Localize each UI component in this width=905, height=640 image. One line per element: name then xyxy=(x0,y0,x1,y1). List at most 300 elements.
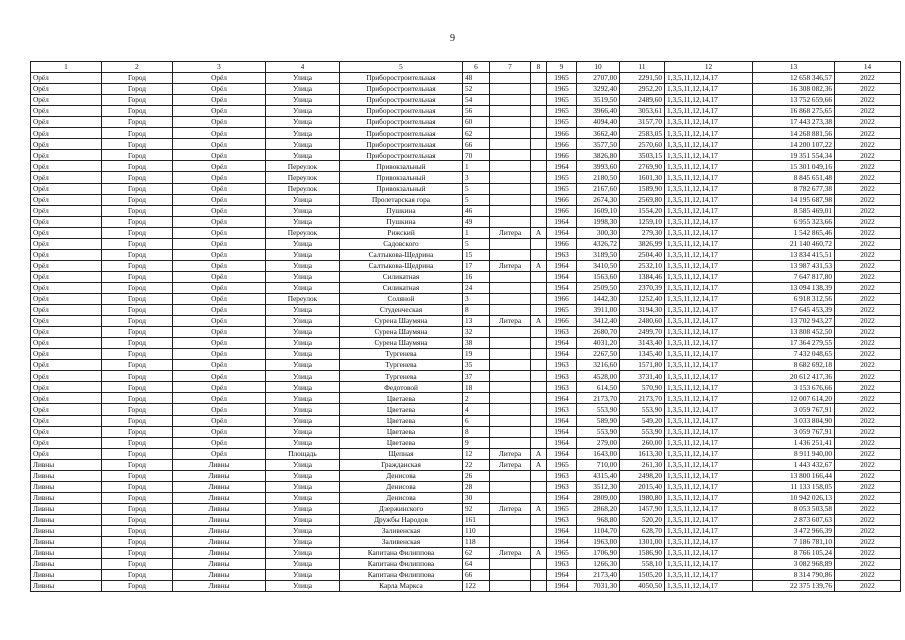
cell-settlement: Орёл xyxy=(173,437,266,448)
cell-build-year: 1965 xyxy=(547,548,577,559)
cell-total-area: 3826,80 xyxy=(577,150,620,161)
cell-building-type xyxy=(490,327,531,338)
cell-settlement-type: Город xyxy=(102,537,173,548)
cell-house-number: 9 xyxy=(463,437,490,448)
cell-settlement-type: Город xyxy=(102,271,173,282)
cell-settlement: Орёл xyxy=(173,282,266,293)
cell-residential-area: 2570,60 xyxy=(620,139,665,150)
cell-municipality: Орёл xyxy=(31,437,102,448)
cell-house-number: 17 xyxy=(463,260,490,271)
cell-work-types: 1,3,5,11,12,14,17 xyxy=(665,581,753,592)
cell-street-name: Заливенская xyxy=(340,525,463,536)
cell-total-area: 2173,40 xyxy=(577,570,620,581)
cell-residential-area: 3194,30 xyxy=(620,305,665,316)
cell-settlement: Орёл xyxy=(173,404,266,415)
cell-work-types: 1,3,5,11,12,14,17 xyxy=(665,216,753,227)
cell-work-types: 1,3,5,11,12,14,17 xyxy=(665,194,753,205)
cell-repair-cost: 19 351 554,34 xyxy=(753,150,835,161)
cell-settlement-type: Город xyxy=(102,216,173,227)
cell-building-letter xyxy=(531,238,547,249)
cell-street-type: Улица xyxy=(266,371,340,382)
cell-street-type: Улица xyxy=(266,525,340,536)
cell-repair-year: 2022 xyxy=(835,503,901,514)
cell-residential-area: 1259,10 xyxy=(620,216,665,227)
cell-settlement-type: Город xyxy=(102,117,173,128)
cell-house-number: 62 xyxy=(463,548,490,559)
cell-building-letter xyxy=(531,393,547,404)
cell-residential-area: 520,20 xyxy=(620,514,665,525)
cell-total-area: 2707,00 xyxy=(577,73,620,84)
table-row xyxy=(31,559,901,570)
cell-house-number: 62 xyxy=(463,128,490,139)
cell-street-type: Улица xyxy=(266,393,340,404)
cell-building-type xyxy=(490,349,531,360)
cell-settlement: Орёл xyxy=(173,227,266,238)
cell-house-number: 15 xyxy=(463,249,490,260)
cell-settlement-type: Город xyxy=(102,161,173,172)
cell-municipality: Ливны xyxy=(31,570,102,581)
cell-residential-area: 3731,40 xyxy=(620,371,665,382)
cell-residential-area: 2504,40 xyxy=(620,249,665,260)
cell-street-name: Сурена Шаумяна xyxy=(340,327,463,338)
cell-house-number: 4 xyxy=(463,404,490,415)
cell-work-types: 1,3,5,11,12,14,17 xyxy=(665,139,753,150)
cell-building-letter xyxy=(531,95,547,106)
column-header: 5 xyxy=(340,62,463,73)
cell-total-area: 589,90 xyxy=(577,415,620,426)
cell-building-type xyxy=(490,205,531,216)
cell-build-year: 1963 xyxy=(547,249,577,260)
cell-build-year: 1964 xyxy=(547,426,577,437)
cell-residential-area: 2480,60 xyxy=(620,316,665,327)
cell-build-year: 1964 xyxy=(547,227,577,238)
cell-street-name: Привокзальный xyxy=(340,183,463,194)
cell-street-name: Приборостроительная xyxy=(340,139,463,150)
cell-building-type xyxy=(490,249,531,260)
cell-repair-year: 2022 xyxy=(835,227,901,238)
cell-repair-cost: 3 059 767,91 xyxy=(753,426,835,437)
cell-work-types: 1,3,5,11,12,14,17 xyxy=(665,293,753,304)
cell-settlement-type: Город xyxy=(102,282,173,293)
cell-settlement-type: Город xyxy=(102,570,173,581)
cell-municipality: Орёл xyxy=(31,227,102,238)
cell-work-types: 1,3,5,11,12,14,17 xyxy=(665,559,753,570)
column-header: 12 xyxy=(665,62,753,73)
cell-settlement: Ливны xyxy=(173,503,266,514)
table-row xyxy=(31,172,901,183)
cell-residential-area: 261,30 xyxy=(620,459,665,470)
cell-repair-cost: 1 542 865,46 xyxy=(753,227,835,238)
cell-municipality: Ливны xyxy=(31,537,102,548)
cell-residential-area: 553,90 xyxy=(620,426,665,437)
cell-municipality: Орёл xyxy=(31,249,102,260)
cell-repair-year: 2022 xyxy=(835,514,901,525)
cell-settlement-type: Город xyxy=(102,492,173,503)
cell-repair-year: 2022 xyxy=(835,84,901,95)
housing-register-table xyxy=(30,61,901,592)
cell-settlement: Орёл xyxy=(173,161,266,172)
cell-street-type: Переулок xyxy=(266,183,340,194)
cell-settlement-type: Город xyxy=(102,525,173,536)
cell-street-type: Улица xyxy=(266,73,340,84)
cell-settlement: Ливны xyxy=(173,459,266,470)
cell-repair-year: 2022 xyxy=(835,316,901,327)
cell-repair-cost: 13 752 659,66 xyxy=(753,95,835,106)
cell-house-number: 38 xyxy=(463,338,490,349)
cell-settlement-type: Город xyxy=(102,95,173,106)
cell-work-types: 1,3,5,11,12,14,17 xyxy=(665,95,753,106)
cell-settlement: Ливны xyxy=(173,581,266,592)
cell-street-name: Тургенева xyxy=(340,360,463,371)
cell-build-year: 1963 xyxy=(547,371,577,382)
cell-build-year: 1963 xyxy=(547,404,577,415)
table-row xyxy=(31,404,901,415)
table-row xyxy=(31,305,901,316)
cell-repair-cost: 13 834 415,51 xyxy=(753,249,835,260)
cell-street-type: Улица xyxy=(266,559,340,570)
cell-work-types: 1,3,5,11,12,14,17 xyxy=(665,548,753,559)
cell-repair-cost: 8 053 503,58 xyxy=(753,503,835,514)
cell-residential-area: 2015,40 xyxy=(620,481,665,492)
cell-settlement: Орёл xyxy=(173,448,266,459)
cell-total-area: 3412,40 xyxy=(577,316,620,327)
cell-repair-year: 2022 xyxy=(835,537,901,548)
cell-street-name: Дружбы Народов xyxy=(340,514,463,525)
cell-repair-year: 2022 xyxy=(835,448,901,459)
cell-repair-year: 2022 xyxy=(835,426,901,437)
cell-repair-cost: 22 375 139,76 xyxy=(753,581,835,592)
cell-repair-year: 2022 xyxy=(835,338,901,349)
cell-work-types: 1,3,5,11,12,14,17 xyxy=(665,271,753,282)
table-row xyxy=(31,537,901,548)
cell-work-types: 1,3,5,11,12,14,17 xyxy=(665,205,753,216)
cell-total-area: 1706,90 xyxy=(577,548,620,559)
cell-building-letter xyxy=(531,271,547,282)
cell-street-type: Переулок xyxy=(266,227,340,238)
cell-building-letter xyxy=(531,305,547,316)
cell-building-type xyxy=(490,415,531,426)
cell-repair-year: 2022 xyxy=(835,525,901,536)
cell-settlement-type: Город xyxy=(102,73,173,84)
cell-repair-year: 2022 xyxy=(835,393,901,404)
cell-settlement-type: Город xyxy=(102,260,173,271)
cell-work-types: 1,3,5,11,12,14,17 xyxy=(665,338,753,349)
cell-repair-year: 2022 xyxy=(835,205,901,216)
cell-build-year: 1964 xyxy=(547,525,577,536)
cell-street-name: Пушкина xyxy=(340,205,463,216)
cell-street-type: Улица xyxy=(266,470,340,481)
cell-work-types: 1,3,5,11,12,14,17 xyxy=(665,481,753,492)
cell-settlement-type: Город xyxy=(102,305,173,316)
cell-repair-cost: 17 443 273,38 xyxy=(753,117,835,128)
cell-total-area: 3410,50 xyxy=(577,260,620,271)
cell-building-letter xyxy=(531,293,547,304)
cell-building-letter xyxy=(531,382,547,393)
cell-total-area: 2180,50 xyxy=(577,172,620,183)
cell-residential-area: 1589,90 xyxy=(620,183,665,194)
cell-repair-cost: 8 782 677,38 xyxy=(753,183,835,194)
table-row xyxy=(31,150,901,161)
cell-building-letter: А xyxy=(531,448,547,459)
cell-street-type: Улица xyxy=(266,95,340,106)
cell-residential-area: 3143,40 xyxy=(620,338,665,349)
cell-street-type: Улица xyxy=(266,194,340,205)
cell-repair-cost: 11 133 158,05 xyxy=(753,481,835,492)
cell-street-type: Улица xyxy=(266,271,340,282)
cell-settlement: Орёл xyxy=(173,360,266,371)
table-row xyxy=(31,448,901,459)
cell-street-name: Садовского xyxy=(340,238,463,249)
cell-settlement: Ливны xyxy=(173,470,266,481)
table-row xyxy=(31,492,901,503)
cell-building-letter xyxy=(531,205,547,216)
cell-repair-cost: 13 800 166,44 xyxy=(753,470,835,481)
cell-street-type: Улица xyxy=(266,106,340,117)
cell-residential-area: 3053,61 xyxy=(620,106,665,117)
cell-work-types: 1,3,5,11,12,14,17 xyxy=(665,537,753,548)
cell-settlement: Орёл xyxy=(173,382,266,393)
cell-repair-cost: 10 942 026,13 xyxy=(753,492,835,503)
cell-settlement-type: Город xyxy=(102,470,173,481)
table-row xyxy=(31,271,901,282)
cell-settlement-type: Город xyxy=(102,139,173,150)
column-header: 7 xyxy=(490,62,531,73)
cell-building-type xyxy=(490,161,531,172)
cell-settlement: Ливны xyxy=(173,548,266,559)
cell-total-area: 1442,30 xyxy=(577,293,620,304)
cell-building-type: Литера xyxy=(490,548,531,559)
cell-work-types: 1,3,5,11,12,14,17 xyxy=(665,437,753,448)
cell-repair-cost: 12 658 346,57 xyxy=(753,73,835,84)
cell-repair-year: 2022 xyxy=(835,95,901,106)
cell-street-type: Улица xyxy=(266,382,340,393)
cell-repair-year: 2022 xyxy=(835,106,901,117)
cell-repair-year: 2022 xyxy=(835,150,901,161)
header-row xyxy=(31,62,901,73)
cell-house-number: 52 xyxy=(463,84,490,95)
cell-total-area: 710,00 xyxy=(577,459,620,470)
cell-building-type xyxy=(490,150,531,161)
cell-residential-area: 2498,20 xyxy=(620,470,665,481)
cell-repair-year: 2022 xyxy=(835,404,901,415)
cell-municipality: Орёл xyxy=(31,338,102,349)
cell-work-types: 1,3,5,11,12,14,17 xyxy=(665,448,753,459)
cell-street-name: Карла Маркса xyxy=(340,581,463,592)
table-row xyxy=(31,415,901,426)
cell-building-letter xyxy=(531,216,547,227)
cell-residential-area: 1384,46 xyxy=(620,271,665,282)
cell-street-type: Улица xyxy=(266,150,340,161)
cell-repair-year: 2022 xyxy=(835,382,901,393)
cell-total-area: 2868,20 xyxy=(577,503,620,514)
cell-street-name: Капитана Филиппова xyxy=(340,570,463,581)
cell-building-letter xyxy=(531,492,547,503)
cell-settlement-type: Город xyxy=(102,205,173,216)
cell-build-year: 1966 xyxy=(547,293,577,304)
cell-repair-cost: 7 647 817,80 xyxy=(753,271,835,282)
cell-street-name: Сурена Шаумяна xyxy=(340,316,463,327)
cell-total-area: 1266,30 xyxy=(577,559,620,570)
cell-street-name: Приборостроительная xyxy=(340,84,463,95)
cell-municipality: Орёл xyxy=(31,360,102,371)
cell-residential-area: 4050,50 xyxy=(620,581,665,592)
cell-house-number: 118 xyxy=(463,537,490,548)
cell-work-types: 1,3,5,11,12,14,17 xyxy=(665,249,753,260)
cell-municipality: Орёл xyxy=(31,117,102,128)
cell-build-year: 1965 xyxy=(547,84,577,95)
column-header: 8 xyxy=(531,62,547,73)
cell-settlement-type: Город xyxy=(102,559,173,570)
cell-build-year: 1963 xyxy=(547,481,577,492)
cell-work-types: 1,3,5,11,12,14,17 xyxy=(665,525,753,536)
table-row xyxy=(31,393,901,404)
cell-building-letter xyxy=(531,581,547,592)
cell-repair-cost: 14 268 881,56 xyxy=(753,128,835,139)
cell-repair-year: 2022 xyxy=(835,470,901,481)
cell-total-area: 968,80 xyxy=(577,514,620,525)
cell-work-types: 1,3,5,11,12,14,17 xyxy=(665,492,753,503)
cell-settlement: Орёл xyxy=(173,327,266,338)
cell-residential-area: 570,90 xyxy=(620,382,665,393)
cell-build-year: 1963 xyxy=(547,470,577,481)
cell-settlement-type: Город xyxy=(102,514,173,525)
column-header: 4 xyxy=(266,62,340,73)
cell-work-types: 1,3,5,11,12,14,17 xyxy=(665,227,753,238)
cell-street-type: Улица xyxy=(266,305,340,316)
cell-street-name: Федотовой xyxy=(340,382,463,393)
cell-total-area: 2167,60 xyxy=(577,183,620,194)
cell-building-type: Литера xyxy=(490,448,531,459)
cell-street-type: Улица xyxy=(266,260,340,271)
cell-build-year: 1965 xyxy=(547,106,577,117)
cell-settlement: Орёл xyxy=(173,216,266,227)
cell-street-type: Улица xyxy=(266,415,340,426)
cell-total-area: 2173,70 xyxy=(577,393,620,404)
cell-work-types: 1,3,5,11,12,14,17 xyxy=(665,371,753,382)
cell-build-year: 1964 xyxy=(547,448,577,459)
cell-repair-cost: 21 140 460,72 xyxy=(753,238,835,249)
cell-street-type: Улица xyxy=(266,316,340,327)
table-row xyxy=(31,227,901,238)
table-row xyxy=(31,282,901,293)
cell-repair-cost: 7 432 048,65 xyxy=(753,349,835,360)
cell-settlement-type: Город xyxy=(102,448,173,459)
cell-build-year: 1964 xyxy=(547,570,577,581)
cell-building-type xyxy=(490,73,531,84)
table-row xyxy=(31,117,901,128)
cell-building-type xyxy=(490,382,531,393)
column-header: 9 xyxy=(547,62,577,73)
cell-building-letter xyxy=(531,128,547,139)
cell-total-area: 3292,40 xyxy=(577,84,620,95)
cell-repair-year: 2022 xyxy=(835,194,901,205)
cell-settlement-type: Город xyxy=(102,150,173,161)
cell-street-type: Улица xyxy=(266,514,340,525)
cell-settlement: Орёл xyxy=(173,316,266,327)
cell-municipality: Орёл xyxy=(31,371,102,382)
cell-settlement: Орёл xyxy=(173,271,266,282)
cell-repair-cost: 2 873 607,63 xyxy=(753,514,835,525)
cell-total-area: 553,90 xyxy=(577,426,620,437)
cell-house-number: 32 xyxy=(463,327,490,338)
cell-street-name: Гражданская xyxy=(340,459,463,470)
cell-settlement: Ливны xyxy=(173,537,266,548)
cell-street-type: Улица xyxy=(266,404,340,415)
cell-street-name: Цветаева xyxy=(340,426,463,437)
cell-house-number: 1 xyxy=(463,227,490,238)
cell-municipality: Орёл xyxy=(31,293,102,304)
table-row xyxy=(31,548,901,559)
cell-house-number: 22 xyxy=(463,459,490,470)
cell-settlement: Орёл xyxy=(173,205,266,216)
cell-street-name: Рижский xyxy=(340,227,463,238)
cell-building-letter xyxy=(531,183,547,194)
cell-build-year: 1964 xyxy=(547,492,577,503)
cell-build-year: 1964 xyxy=(547,349,577,360)
cell-building-letter xyxy=(531,570,547,581)
cell-settlement-type: Город xyxy=(102,437,173,448)
cell-settlement-type: Город xyxy=(102,481,173,492)
cell-repair-year: 2022 xyxy=(835,415,901,426)
cell-repair-cost: 3 033 804,90 xyxy=(753,415,835,426)
cell-settlement-type: Город xyxy=(102,503,173,514)
cell-settlement-type: Город xyxy=(102,371,173,382)
cell-building-letter xyxy=(531,150,547,161)
cell-street-type: Улица xyxy=(266,349,340,360)
cell-repair-cost: 13 702 943,27 xyxy=(753,316,835,327)
cell-build-year: 1965 xyxy=(547,183,577,194)
cell-repair-year: 2022 xyxy=(835,282,901,293)
cell-street-name: Тургенева xyxy=(340,371,463,382)
cell-repair-cost: 13 808 452,50 xyxy=(753,327,835,338)
cell-total-area: 7031,30 xyxy=(577,581,620,592)
cell-settlement-type: Город xyxy=(102,227,173,238)
cell-house-number: 60 xyxy=(463,117,490,128)
cell-settlement: Орёл xyxy=(173,371,266,382)
cell-residential-area: 2173,70 xyxy=(620,393,665,404)
cell-street-name: Дзержинского xyxy=(340,503,463,514)
cell-repair-year: 2022 xyxy=(835,492,901,503)
cell-house-number: 64 xyxy=(463,559,490,570)
cell-residential-area: 279,30 xyxy=(620,227,665,238)
cell-building-type xyxy=(490,238,531,249)
cell-building-type xyxy=(490,481,531,492)
cell-street-type: Переулок xyxy=(266,293,340,304)
cell-house-number: 161 xyxy=(463,514,490,525)
table-row xyxy=(31,249,901,260)
cell-residential-area: 260,00 xyxy=(620,437,665,448)
cell-repair-year: 2022 xyxy=(835,371,901,382)
cell-municipality: Орёл xyxy=(31,260,102,271)
cell-repair-cost: 8 682 692,18 xyxy=(753,360,835,371)
cell-total-area: 3512,30 xyxy=(577,481,620,492)
cell-build-year: 1966 xyxy=(547,194,577,205)
cell-building-type xyxy=(490,470,531,481)
cell-house-number: 19 xyxy=(463,349,490,360)
cell-settlement-type: Город xyxy=(102,338,173,349)
cell-municipality: Орёл xyxy=(31,95,102,106)
cell-build-year: 1965 xyxy=(547,172,577,183)
cell-repair-year: 2022 xyxy=(835,117,901,128)
cell-work-types: 1,3,5,11,12,14,17 xyxy=(665,316,753,327)
cell-building-type xyxy=(490,492,531,503)
cell-municipality: Ливны xyxy=(31,459,102,470)
cell-repair-cost: 8 845 651,48 xyxy=(753,172,835,183)
cell-repair-year: 2022 xyxy=(835,349,901,360)
cell-street-name: Приборостроительная xyxy=(340,117,463,128)
cell-municipality: Орёл xyxy=(31,282,102,293)
cell-building-letter xyxy=(531,404,547,415)
